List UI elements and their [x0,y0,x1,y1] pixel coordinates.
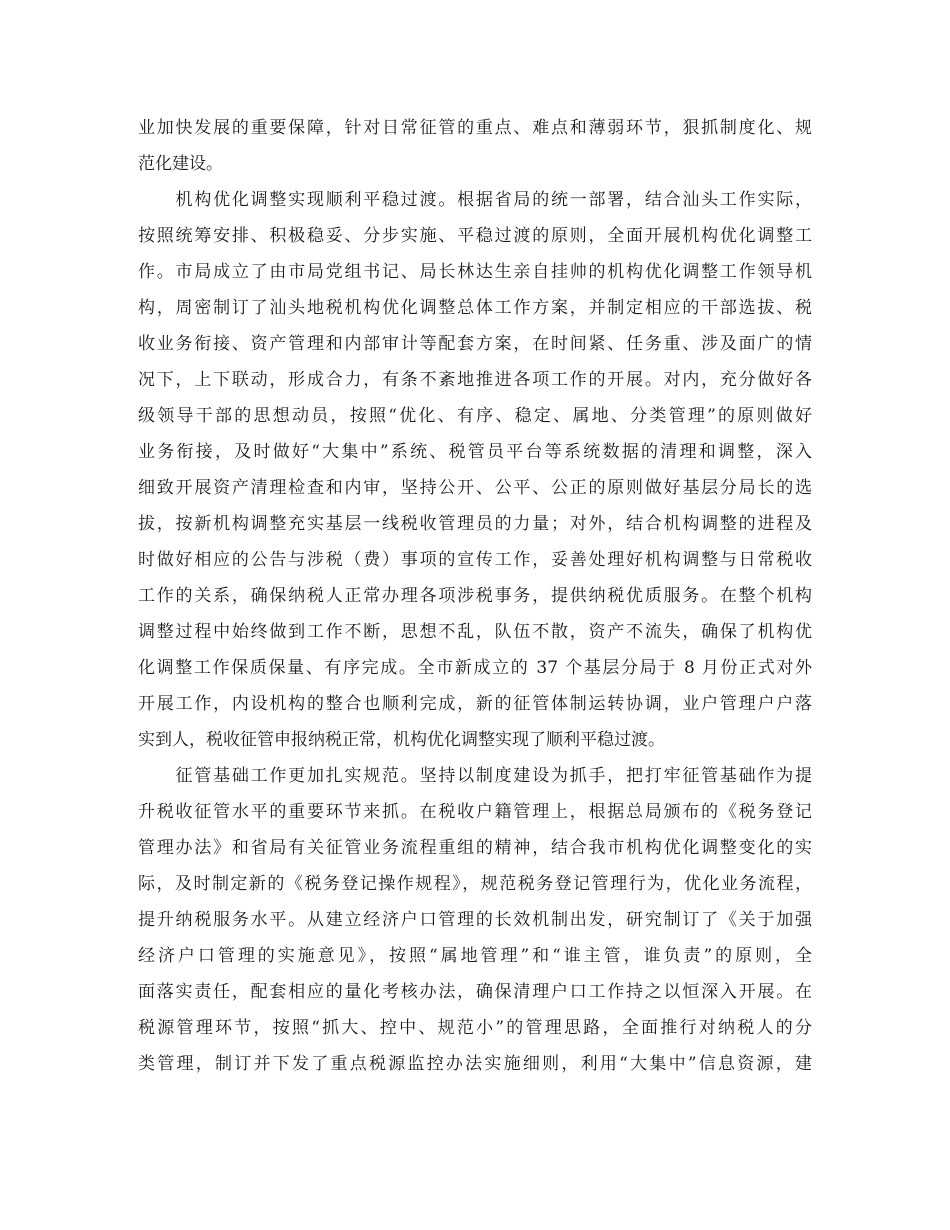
text-line: 税源管理环节，按照“抓大、控中、规范小”的管理思路，全面推行对纳税人的分 [138,1018,812,1038]
text-line: 级领导干部的思想动员，按照“优化、有序、稳定、属地、分类管理”的原则做好 [138,406,812,426]
text-line: 细致开展资产清理检查和内审，坚持公开、公平、公正的原则做好基层分局长的选 [138,478,812,498]
text-line: 实到人，税收征管申报纳税正常，机构优化调整实现了顺利平稳过渡。 [138,730,665,750]
text-line: 范化建设。 [138,154,223,174]
text-line: 况下，上下联动，形成合力，有条不紊地推进各项工作的开展。对内，充分做好各 [138,370,812,390]
document-page [138,110,812,1082]
paragraph-1 [138,110,812,182]
text-line: 面落实责任，配套相应的量化考核办法，确保清理户口工作持之以恒深入开展。在 [138,982,812,1002]
text-line: 征管基础工作更加扎实规范。坚持以制度建设为抓手，把打牢征管基础作为提 [138,766,812,786]
text-line: 业务衔接，及时做好“大集中”系统、税管员平台等系统数据的清理和调整，深入 [138,442,812,462]
text-line: 机构优化调整实现顺利平稳过渡。根据省局的统一部署，结合汕头工作实际， [138,190,812,210]
text-line: 按照统筹安排、积极稳妥、分步实施、平稳过渡的原则，全面开展机构优化调整工 [138,226,812,246]
text-line: 际，及时制定新的《税务登记操作规程》，规范税务登记管理行为，优化业务流程， [138,874,812,894]
text-line: 调整过程中始终做到工作不断，思想不乱，队伍不散，资产不流失，确保了机构优 [138,622,812,642]
paragraph-2 [138,182,812,758]
text-line: 时做好相应的公告与涉税（费）事项的宣传工作，妥善处理好机构调整与日常税收 [138,550,812,570]
text-line: 构，周密制订了汕头地税机构优化调整总体工作方案，并制定相应的干部选拔、税 [138,298,812,318]
text-line: 提升纳税服务水平。从建立经济户口管理的长效机制出发，研究制订了《关于加强 [138,910,812,930]
text-line: 业加快发展的重要保障，针对日常征管的重点、难点和薄弱环节，狠抓制度化、规 [138,118,812,138]
text-line: 开展工作，内设机构的整合也顺利完成，新的征管体制运转协调，业户管理户户落 [138,694,812,714]
text-line: 类管理，制订并下发了重点税源监控办法实施细则，利用“大集中”信息资源，建 [138,1054,812,1074]
text-line: 收业务衔接、资产管理和内部审计等配套方案，在时间紧、任务重、涉及面广的情 [138,334,812,354]
text-line: 化调整工作保质保量、有序完成。全市新成立的 37 个基层分局于 8 月份正式对外 [138,658,812,678]
text-line: 工作的关系，确保纳税人正常办理各项涉税事务，提供纳税优质服务。在整个机构 [138,586,812,606]
text-line: 作。市局成立了由市局党组书记、局长林达生亲自挂帅的机构优化调整工作领导机 [138,262,812,282]
text-line: 拔，按新机构调整充实基层一线税收管理员的力量；对外，结合机构调整的进程及 [138,514,812,534]
text-line: 升税收征管水平的重要环节来抓。在税收户籍管理上，根据总局颁布的《税务登记 [138,802,812,822]
paragraph-3 [138,758,812,1082]
text-line: 经济户口管理的实施意见》，按照“属地管理”和“谁主管，谁负责”的原则，全 [138,946,812,966]
text-line: 管理办法》和省局有关征管业务流程重组的精神，结合我市机构优化调整变化的实 [138,838,812,858]
